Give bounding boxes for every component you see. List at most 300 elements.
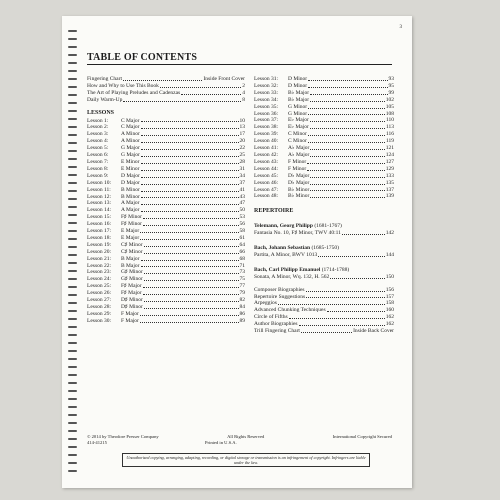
lesson-page: 121: [385, 145, 394, 152]
lesson-number: Lesson 25:: [87, 283, 111, 290]
lessons-list-right: [254, 76, 394, 200]
dot-leader: [141, 256, 239, 261]
lesson-number: Lesson 39:: [254, 131, 278, 138]
lesson-page: 61: [239, 234, 245, 241]
lesson-label: [254, 152, 309, 159]
lesson-page: 22: [239, 145, 245, 152]
lesson-entry: [254, 104, 394, 111]
spiral-coil: [68, 326, 77, 328]
dot-leader: [141, 124, 239, 129]
lesson-entry: [254, 111, 394, 118]
lesson-label: [87, 200, 140, 207]
composer-name: [254, 245, 394, 252]
lesson-page: 99: [388, 89, 394, 96]
dot-leader: [141, 187, 239, 192]
lesson-key: A♭ Major: [288, 151, 310, 158]
lesson-page: 124: [385, 151, 394, 158]
lesson-key: G♯ Minor: [121, 276, 143, 283]
lesson-label: [254, 111, 307, 118]
dot-leader: [310, 187, 384, 192]
lesson-key: D Minor: [288, 82, 308, 89]
lesson-label: [254, 180, 309, 187]
entry-page: 8: [242, 96, 245, 103]
lesson-key: E♭ Major: [288, 124, 309, 131]
toc-right-column: [254, 76, 394, 335]
lesson-number: Lesson 12:: [87, 193, 111, 200]
lesson-label: [87, 194, 140, 201]
entry-title: How and Why to Use This Book: [87, 82, 159, 89]
lesson-key: B♭ Major: [288, 89, 310, 96]
dot-leader: [308, 131, 385, 136]
lesson-key: D♭ Major: [288, 179, 310, 186]
dot-leader: [310, 124, 385, 129]
dot-leader: [141, 118, 239, 123]
lessons-heading: LESSONS: [87, 109, 115, 116]
lesson-key: E♭ Major: [288, 117, 309, 124]
lesson-label: [254, 97, 309, 104]
lesson-label: [87, 173, 140, 180]
page-title: TABLE OF CONTENTS: [87, 52, 198, 63]
lesson-label: [87, 138, 140, 145]
dot-leader: [140, 318, 239, 323]
spiral-coil: [68, 430, 77, 432]
dot-leader: [144, 276, 239, 281]
lesson-number: Lesson 2:: [87, 124, 109, 131]
lesson-number: Lesson 23:: [87, 269, 111, 276]
front-matter-list: [87, 76, 245, 104]
spiral-coil: [68, 438, 77, 440]
lesson-page: 137: [385, 186, 394, 193]
lesson-entry: [87, 187, 245, 194]
entry-title: Fingering Chart: [87, 76, 122, 82]
spiral-coil: [68, 102, 77, 104]
lesson-entry: [87, 124, 245, 131]
lesson-number: Lesson 40:: [254, 138, 278, 145]
back-matter-entry: [254, 314, 394, 321]
lesson-entry: [87, 152, 245, 159]
lesson-number: Lesson 34:: [254, 96, 278, 103]
dot-leader: [143, 221, 239, 226]
title-rule: [87, 64, 392, 65]
dot-leader: [141, 152, 239, 157]
lesson-key: G Major: [121, 145, 140, 152]
lesson-page: 129: [385, 165, 394, 172]
lesson-number: Lesson 36:: [254, 110, 278, 117]
lesson-label: [87, 131, 140, 138]
entry-page: 162: [385, 314, 394, 321]
lesson-number: Lesson 17:: [87, 228, 111, 235]
lesson-page: 20: [239, 138, 245, 145]
entry-title: Trill Fingering Chart: [254, 328, 300, 335]
lesson-number: Lesson 30:: [87, 317, 111, 324]
spiral-coil: [68, 278, 77, 280]
lesson-key: C Major: [121, 124, 140, 131]
lesson-label: [87, 180, 140, 187]
lesson-number: Lesson 6:: [87, 152, 109, 159]
lesson-label: [254, 193, 309, 200]
spiral-coil: [68, 366, 77, 368]
lesson-label: [87, 159, 140, 166]
lesson-key: C Major: [121, 117, 140, 124]
dot-leader: [310, 145, 384, 150]
dot-leader: [144, 249, 239, 254]
dot-leader: [308, 138, 385, 143]
lesson-page: 79: [239, 290, 245, 297]
composer-label: Bach, Johann Sebastian: [254, 245, 312, 252]
lesson-entry: [254, 97, 394, 104]
lesson-number: Lesson 27:: [87, 297, 111, 304]
spiral-coil: [68, 350, 77, 352]
lesson-key: G Minor: [288, 103, 308, 110]
lesson-entry: [254, 90, 394, 97]
lesson-entry: [87, 207, 245, 214]
lesson-number: Lesson 18:: [87, 234, 111, 241]
lesson-key: B Major: [121, 255, 140, 262]
lesson-entry: [87, 131, 245, 138]
dot-leader: [310, 117, 385, 122]
back-matter-entry: [254, 294, 394, 301]
spiral-coil: [68, 254, 77, 256]
dot-leader: [141, 166, 239, 171]
lesson-key: C♯ Minor: [121, 248, 143, 255]
lesson-page: 47: [239, 200, 245, 207]
composer-dates: (1714-1788): [321, 266, 350, 273]
front-matter-entry: [87, 90, 245, 97]
dot-leader: [143, 214, 239, 219]
lesson-number: Lesson 44:: [254, 165, 278, 172]
lesson-entry: [87, 138, 245, 145]
spiral-coil: [68, 318, 77, 320]
entry-page: 156: [385, 286, 394, 293]
lesson-number: Lesson 13:: [87, 200, 111, 207]
lesson-entry: [87, 290, 245, 297]
spiral-coil: [68, 382, 77, 384]
dot-leader: [140, 228, 238, 233]
dot-leader: [310, 180, 384, 185]
entry-page: 2: [242, 82, 245, 89]
composer-name: [254, 267, 394, 274]
lesson-page: 135: [385, 179, 394, 186]
lesson-label: [254, 117, 309, 124]
lesson-key: B♭ Major: [288, 96, 310, 103]
spiral-coil: [68, 214, 77, 216]
dot-leader: [299, 321, 385, 326]
lesson-entry: [87, 159, 245, 166]
dot-leader: [310, 90, 387, 95]
lesson-number: Lesson 3:: [87, 131, 109, 138]
lesson-page: 13: [239, 124, 245, 131]
spiral-coil: [68, 46, 77, 48]
lesson-key: B Minor: [121, 193, 140, 200]
spiral-coil: [68, 166, 77, 168]
lesson-entry: [87, 194, 245, 201]
lesson-key: B Minor: [121, 186, 140, 193]
lesson-entry: [254, 173, 394, 180]
lesson-number: Lesson 14:: [87, 207, 111, 214]
dot-leader: [141, 207, 239, 212]
lesson-entry: [87, 297, 245, 304]
repertoire-entry: [254, 252, 394, 259]
lesson-label: [87, 297, 143, 304]
spiral-coil: [68, 398, 77, 400]
lesson-key: B Major: [121, 262, 140, 269]
lesson-page: 17: [239, 131, 245, 138]
lesson-number: Lesson 32:: [254, 82, 278, 89]
dot-leader: [141, 145, 239, 150]
dot-leader: [144, 304, 239, 309]
lesson-key: A Minor: [121, 138, 140, 145]
lesson-label: [87, 269, 143, 276]
entry-page: 4: [242, 89, 245, 96]
entry-page: 160: [385, 307, 394, 314]
lesson-entry: [87, 283, 245, 290]
lesson-page: 75: [239, 276, 245, 283]
spiral-coil: [68, 158, 77, 160]
lesson-key: F♯ Minor: [121, 214, 142, 221]
spiral-coil: [68, 190, 77, 192]
spiral-coil: [68, 374, 77, 376]
lesson-label: [87, 263, 140, 270]
dot-leader: [141, 173, 239, 178]
lesson-entry: [254, 193, 394, 200]
intl-copyright-text: International Copyright Secured: [332, 434, 392, 439]
lesson-entry: [87, 311, 245, 318]
entry-page: Inside Front Cover: [203, 76, 245, 82]
spiral-coil: [68, 174, 77, 176]
lesson-label: [254, 76, 307, 83]
copyright-notice: Unauthorized copying, arranging, adapting, recording, or digital storage or transmission is an infringement of copyright. Infringers are liable under the law.: [122, 453, 370, 467]
lesson-entry: [254, 145, 394, 152]
dot-leader: [310, 193, 384, 198]
lesson-label: [87, 152, 140, 159]
lesson-label: [254, 124, 309, 131]
lesson-key: D♯ Minor: [121, 297, 143, 304]
repertoire-list: [254, 223, 394, 280]
lesson-entry: [87, 256, 245, 263]
lesson-entry: [87, 269, 245, 276]
dot-leader: [143, 290, 239, 295]
lesson-label: [254, 145, 309, 152]
book-page: [62, 16, 412, 488]
lesson-number: Lesson 48:: [254, 193, 278, 200]
composer-label: Bach, Carl Philipp Emanuel: [254, 266, 322, 273]
lesson-number: Lesson 19:: [87, 241, 111, 248]
entry-page: 144: [385, 251, 394, 258]
dot-leader: [307, 166, 385, 171]
spiral-coil: [68, 390, 77, 392]
lesson-key: G Minor: [288, 110, 308, 117]
dot-leader: [327, 307, 385, 312]
lesson-number: Lesson 9:: [87, 172, 109, 179]
lesson-entry: [87, 276, 245, 283]
entry-page: Inside Back Cover: [353, 328, 394, 335]
lesson-label: [87, 318, 139, 325]
lesson-page: 116: [385, 131, 394, 138]
dot-leader: [141, 138, 239, 143]
entry-title: Repertoire Suggestions: [254, 293, 306, 300]
lesson-number: Lesson 41:: [254, 145, 278, 152]
back-matter-entry: [254, 300, 394, 307]
lesson-label: [254, 83, 307, 90]
spiral-coil: [68, 54, 77, 56]
lesson-key: F♯ Major: [121, 290, 142, 297]
lesson-page: 56: [239, 221, 245, 228]
spiral-coil: [68, 422, 77, 424]
spiral-coil: [68, 262, 77, 264]
lesson-page: 37: [239, 179, 245, 186]
lesson-label: [87, 118, 140, 125]
dot-leader: [308, 104, 385, 109]
spiral-coil: [68, 38, 77, 40]
lesson-label: [87, 235, 139, 242]
composer-dates: (1685-1750): [311, 245, 339, 252]
repertoire-entry: [254, 230, 394, 237]
lesson-entry: [87, 235, 245, 242]
spiral-coil: [68, 30, 77, 32]
lesson-label: [87, 145, 140, 152]
dot-leader: [310, 97, 385, 102]
dot-leader: [144, 297, 239, 302]
composer-dates: (1681-1767): [314, 223, 342, 230]
lesson-label: [87, 283, 142, 290]
lesson-page: 86: [239, 310, 245, 317]
lesson-label: [254, 131, 307, 138]
spiral-coil: [68, 406, 77, 408]
lesson-label: [254, 187, 309, 194]
lesson-page: 95: [388, 82, 394, 89]
entry-page: 157: [385, 293, 394, 300]
lesson-key: F Minor: [288, 165, 307, 172]
dot-leader: [181, 90, 241, 95]
lesson-entry: [254, 159, 394, 166]
entry-title: Circle of Fifths: [254, 314, 288, 321]
dot-leader: [160, 83, 241, 88]
dot-leader: [289, 314, 385, 319]
lesson-label: [254, 159, 306, 166]
dot-leader: [310, 173, 384, 178]
lesson-entry: [254, 166, 394, 173]
spiral-coil: [68, 110, 77, 112]
lesson-entry: [254, 117, 394, 124]
lesson-label: [87, 221, 142, 228]
dot-leader: [144, 269, 239, 274]
copyright-text: © 2014 by Theodore Presser Company: [87, 434, 159, 439]
lesson-page: 89: [239, 317, 245, 324]
spiral-coil: [68, 78, 77, 80]
printed-text: Printed in U.S.A.: [205, 439, 237, 445]
page-number: 3: [399, 25, 402, 30]
lesson-entry: [87, 214, 245, 221]
spiral-coil: [68, 206, 77, 208]
spiral-coil: [68, 462, 77, 464]
dot-leader: [310, 152, 384, 157]
lesson-key: D♭ Major: [288, 172, 310, 179]
lesson-key: A Major: [121, 207, 140, 214]
lesson-entry: [87, 145, 245, 152]
spiral-coil: [68, 454, 77, 456]
lesson-label: [87, 304, 143, 311]
lesson-entry: [87, 173, 245, 180]
lesson-entry: [254, 124, 394, 131]
dot-leader: [123, 97, 241, 102]
lesson-page: 139: [385, 193, 394, 200]
spiral-coil: [68, 302, 77, 304]
front-matter-entry: [87, 76, 245, 83]
lesson-number: Lesson 46:: [254, 179, 278, 186]
lesson-number: Lesson 38:: [254, 124, 278, 131]
lesson-number: Lesson 21:: [87, 255, 111, 262]
spiral-coil: [68, 150, 77, 152]
lesson-label: [254, 90, 309, 97]
lesson-number: Lesson 47:: [254, 186, 278, 193]
lesson-key: D Major: [121, 179, 140, 186]
spiral-coil: [68, 86, 77, 88]
lesson-label: [87, 290, 142, 297]
lesson-page: 50: [239, 207, 245, 214]
lesson-entry: [87, 318, 245, 325]
lesson-number: Lesson 33:: [254, 89, 278, 96]
lesson-number: Lesson 24:: [87, 276, 111, 283]
spiral-coil: [68, 246, 77, 248]
dot-leader: [141, 263, 239, 268]
back-matter-list: [254, 287, 394, 335]
lesson-number: Lesson 45:: [254, 172, 278, 179]
lesson-page: 66: [239, 248, 245, 255]
lesson-key: F Major: [121, 310, 139, 317]
dot-leader: [318, 252, 385, 257]
dot-leader: [141, 200, 239, 205]
lesson-label: [87, 256, 140, 263]
lesson-key: C Minor: [288, 138, 307, 145]
lesson-key: A Major: [121, 200, 140, 207]
entry-page: 150: [385, 273, 394, 280]
back-matter-entry: [254, 321, 394, 328]
lesson-label: [87, 207, 140, 214]
lesson-page: 110: [385, 117, 394, 124]
dot-leader: [308, 76, 387, 81]
lesson-label: [87, 242, 143, 249]
entry-title: Partita, A Minor, BWV 1013: [254, 251, 318, 258]
lesson-label: [254, 104, 307, 111]
spiral-coil: [68, 334, 77, 336]
lesson-number: Lesson 37:: [254, 117, 278, 124]
lesson-key: A♭ Major: [288, 145, 310, 152]
front-matter-entry: [87, 97, 245, 104]
lesson-number: Lesson 7:: [87, 158, 109, 165]
lesson-page: 41: [239, 186, 245, 193]
spiral-coil: [68, 270, 77, 272]
spiral-coil: [68, 94, 77, 96]
lesson-page: 53: [239, 214, 245, 221]
lesson-entry: [87, 221, 245, 228]
spiral-coil: [68, 294, 77, 296]
back-matter-entry: [254, 328, 394, 335]
dot-leader: [306, 287, 385, 292]
spiral-coil: [68, 446, 77, 448]
lesson-entry: [87, 118, 245, 125]
spiral-coil: [68, 118, 77, 120]
dot-leader: [140, 235, 238, 240]
dot-leader: [307, 159, 385, 164]
lesson-key: E Minor: [121, 158, 140, 165]
front-matter-entry: [87, 83, 245, 90]
lesson-number: Lesson 22:: [87, 262, 111, 269]
lessons-list-left: [87, 118, 245, 325]
lesson-number: Lesson 29:: [87, 310, 111, 317]
entry-title: Author Biographies: [254, 321, 298, 328]
lesson-entry: [254, 138, 394, 145]
spiral-coil: [68, 238, 77, 240]
